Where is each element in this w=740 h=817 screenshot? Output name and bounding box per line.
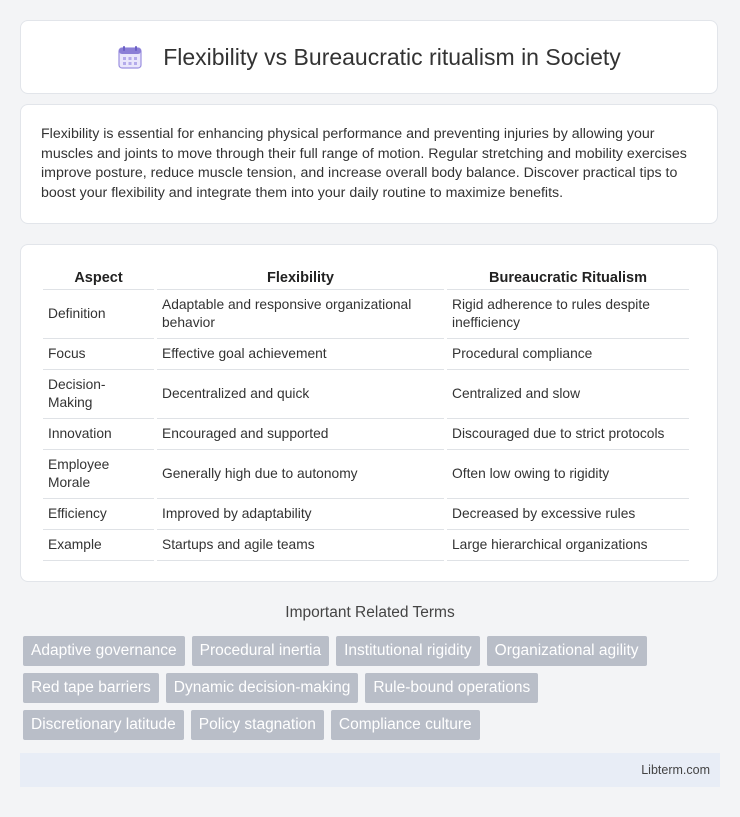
page-title: Flexibility vs Bureaucratic ritualism in Society — [163, 43, 621, 70]
table-cell: Definition — [43, 290, 154, 339]
comparison-table — [40, 267, 692, 561]
title-card — [20, 20, 718, 94]
table-cell: Large hierarchical organizations — [447, 530, 689, 561]
intro-text: Flexibility is essential for enhancing physical performance and preventing injuries by allowing your muscles and joints to move through their full range of motion. Regular stretching and mobility exercises improve posture, reduce muscle tension, and increase overall body balance. Discover practical tips to boost your flexibility and integrate them into your daily routine to maximize benefits. — [41, 126, 687, 201]
table-cell: Decentralized and quick — [157, 370, 444, 419]
table-cell: Innovation — [43, 419, 154, 450]
term-tag[interactable]: Procedural inertia — [192, 636, 329, 666]
table-row — [43, 499, 689, 530]
table-cell: Example — [43, 530, 154, 561]
column-header-aspect: Aspect — [43, 267, 154, 290]
tag-row — [23, 710, 723, 740]
table-cell: Discouraged due to strict protocols — [447, 419, 689, 450]
table-cell: Centralized and slow — [447, 370, 689, 419]
term-tag[interactable]: Rule-bound operations — [365, 673, 538, 703]
related-terms-tags — [23, 636, 723, 747]
term-tag[interactable]: Discretionary latitude — [23, 710, 184, 740]
intro-card — [20, 104, 718, 224]
table-row — [43, 339, 689, 370]
table-cell: Encouraged and supported — [157, 419, 444, 450]
table-row — [43, 419, 689, 450]
table-row — [43, 370, 689, 419]
term-tag[interactable]: Policy stagnation — [191, 710, 324, 740]
table-cell: Procedural compliance — [447, 339, 689, 370]
term-tag[interactable]: Adaptive governance — [23, 636, 185, 666]
related-terms-heading: Important Related Terms — [285, 604, 455, 621]
table-cell: Rigid adherence to rules despite inefficiency — [447, 290, 689, 339]
table-cell: Adaptable and responsive organizational behavior — [157, 290, 444, 339]
tag-row — [23, 673, 723, 703]
table-row — [43, 290, 689, 339]
footer-brand-link[interactable]: Libterm.com — [641, 763, 710, 777]
term-tag[interactable]: Organizational agility — [487, 636, 647, 666]
term-tag[interactable]: Red tape barriers — [23, 673, 159, 703]
column-header-bureaucratic-ritualism: Bureaucratic Ritualism — [447, 267, 689, 290]
table-row — [43, 530, 689, 561]
table-cell: Improved by adaptability — [157, 499, 444, 530]
table-row — [43, 450, 689, 499]
term-tag[interactable]: Dynamic decision-making — [166, 673, 359, 703]
term-tag[interactable]: Compliance culture — [331, 710, 480, 740]
table-header-row — [43, 267, 689, 290]
tag-row — [23, 636, 723, 666]
table-cell: Focus — [43, 339, 154, 370]
table-cell: Employee Morale — [43, 450, 154, 499]
table-cell: Generally high due to autonomy — [157, 450, 444, 499]
table-cell: Decreased by excessive rules — [447, 499, 689, 530]
table-cell: Decision-Making — [43, 370, 154, 419]
calendar-icon — [117, 44, 143, 70]
table-cell: Effective goal achievement — [157, 339, 444, 370]
footer — [20, 753, 720, 787]
table-cell: Often low owing to rigidity — [447, 450, 689, 499]
table-cell: Startups and agile teams — [157, 530, 444, 561]
table-cell: Efficiency — [43, 499, 154, 530]
column-header-flexibility: Flexibility — [157, 267, 444, 290]
comparison-card — [20, 244, 718, 582]
term-tag[interactable]: Institutional rigidity — [336, 636, 480, 666]
